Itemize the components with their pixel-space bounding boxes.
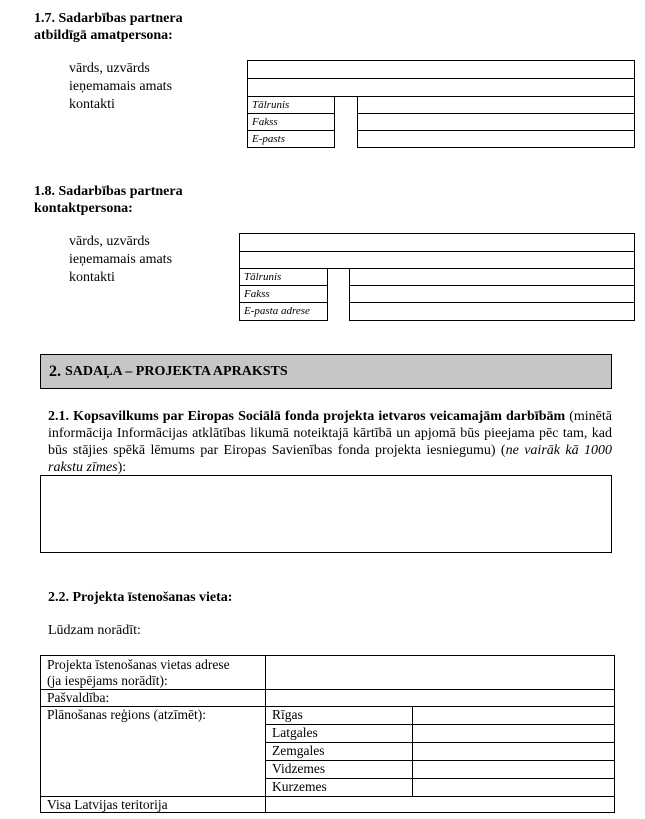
s18-fax-field[interactable] xyxy=(349,285,635,303)
s18-position-field[interactable] xyxy=(239,251,635,269)
s17-phone-label: Tālrunis xyxy=(247,96,335,114)
s21-end: ): xyxy=(117,460,127,475)
section-2-header xyxy=(40,354,612,389)
s17-name-field[interactable] xyxy=(247,60,635,79)
planning-region-label: Plānošanas reģions (atzīmēt): xyxy=(47,707,206,722)
s21-limit-note: ne vairāk kā 1000 rakstu zīmes xyxy=(48,443,612,475)
section-number: 2. xyxy=(49,362,61,380)
region-kurzeme-checkbox[interactable] xyxy=(413,779,614,796)
region-zemgale-checkbox[interactable] xyxy=(413,743,614,760)
s22-heading: 2.2. Projekta īstenošanas vieta: xyxy=(48,590,233,605)
contacts-label: kontakti xyxy=(69,97,115,112)
s18-fax-label: Fakss xyxy=(239,285,328,303)
region-latgale: Latgales xyxy=(272,725,318,740)
region-vidzeme: Vidzemes xyxy=(272,761,326,776)
contacts-label: kontakti xyxy=(69,270,115,285)
position-label: ieņemamais amats xyxy=(69,252,173,267)
address-label: Projekta īstenošanas vietas adrese (ja iespējams norādīt): xyxy=(47,657,230,688)
address-field[interactable] xyxy=(266,656,614,689)
all-latvia-field[interactable] xyxy=(266,797,614,812)
municipality-field[interactable] xyxy=(266,690,614,706)
s18-labels xyxy=(69,233,172,287)
s18-phone-field[interactable] xyxy=(349,268,635,286)
s21-heading: 2.1. Kopsavilkums par Eiropas Sociālā fonda projekta ietvaros veicamajām darbībām xyxy=(48,409,566,424)
position-label: ieņemamais amats xyxy=(69,79,173,94)
s17-email-label: E-pasts xyxy=(247,130,335,148)
s17-position-field[interactable] xyxy=(247,78,635,97)
region-kurzeme: Kurzemes xyxy=(272,779,327,794)
s17-fax-label: Fakss xyxy=(247,113,335,131)
section-1-7-heading: 1.7. Sadarbības partnera atbildīgā amatpersona: xyxy=(34,11,183,43)
section-title: SADAĻA – PROJEKTA APRAKSTS xyxy=(65,363,288,379)
s21-body: (minētā informācija Informācijas atklātības likumā noteiktajā kārtībā un apjomā būs pieejama pēc tam, kad būs stājies spēkā lēmums par Eiropas Savienības fonda projekta iesniegumu) ( xyxy=(48,409,612,458)
region-riga-checkbox[interactable] xyxy=(413,707,614,724)
region-riga: Rīgas xyxy=(272,707,303,722)
s17-labels xyxy=(69,60,172,114)
s18-name-field[interactable] xyxy=(239,233,635,252)
region-vidzeme-checkbox[interactable] xyxy=(413,761,614,778)
s18-email-label: E-pasta adrese xyxy=(239,302,328,321)
s22-request: Lūdzam norādīt: xyxy=(48,623,141,638)
section-1-8-heading: 1.8. Sadarbības partnera kontaktpersona: xyxy=(34,184,183,216)
all-latvia-label: Visa Latvijas teritorija xyxy=(47,797,168,812)
s18-email-field[interactable] xyxy=(349,302,635,321)
s21-paragraph xyxy=(48,408,612,476)
region-latgale-checkbox[interactable] xyxy=(413,725,614,742)
name-label: vārds, uzvārds xyxy=(69,61,150,76)
s18-phone-label: Tālrunis xyxy=(239,268,328,286)
summary-textarea[interactable] xyxy=(40,475,612,553)
name-label: vārds, uzvārds xyxy=(69,234,150,249)
s17-fax-field[interactable] xyxy=(357,113,635,131)
s17-phone-field[interactable] xyxy=(357,96,635,114)
s17-email-field[interactable] xyxy=(357,130,635,148)
region-zemgale: Zemgales xyxy=(272,743,325,758)
municipality-label: Pašvaldība: xyxy=(47,690,110,705)
